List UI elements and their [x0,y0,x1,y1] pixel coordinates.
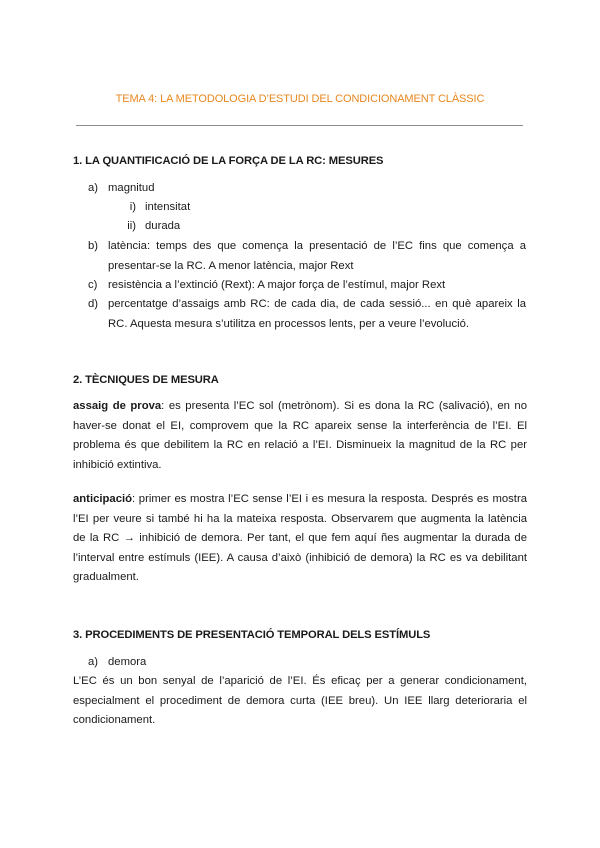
term-anticipacio: anticipació [73,493,133,505]
list-text: resistència a l’extinció (Rext): A major força de l’estímul, major Rext [108,279,446,291]
paragraph-text: : primer es mostra l’EC sense l’EI i es mesura la resposta. Després es mostra l’EI per veure si també hi ha la mateixa resposta. Observarem que augmenta la latència de la RC → inhibició de demora. Per tant, el que fem aquí ñes augmentar la durada de l’interval entre estímuls (IEE). A causa d’això (inhibició de demora) la RC es va debilitant gradualment. [73,493,527,584]
list-marker: d) [88,298,99,310]
list-text: intensitat [145,201,191,213]
list-text: percentatge d’assaigs amb RC: de cada dia, de cada sessió... en què apareix la RC. Aquesta mesura s’utilitza en processos lents, per a veure l’evolució. [108,298,526,330]
list-marker: b) [88,240,99,252]
list-text: latència: temps des que comença la presentació de l’EC fins que comença a presentar-se la RC. A menor latència, major Rext [108,240,526,272]
list-marker: a) [88,182,99,194]
paragraph-text: : es presenta l’EC sol (metrònom). Si es dona la RC (salivació), en no haver-se donat el EI, comprovem que la RC apareix sense la interferència de l’EI. El problema és que debilitem la RC en relació a l’EI. Disminueix la magnitud de la RC per inhibició extintiva. [73,400,527,471]
list-marker: ii) [127,220,136,232]
paragraph-anticipacio [73,490,527,588]
term-assaig-de-prova: assaig de prova [73,400,162,412]
paragraph-demora: L’EC és un bon senyal de l’aparició de l’EI. És eficaç per a generar condicionament, especialment el procediment de demora curta (IEE breu). Un IEE llarg deterioraria el condicionament. [73,675,527,727]
list-text: magnitud [108,182,155,194]
document-title: TEMA 4: LA METODOLOGIA D’ESTUDI DEL CONDICIONAMENT CLÀSSIC [115,93,485,105]
list-text: durada [145,220,181,232]
section-2-heading: 2. TÈCNIQUES DE MESURA [73,374,219,386]
paragraph-assaig-de-prova [73,397,527,475]
list-marker: i) [129,201,136,213]
section-3-heading: 3. PROCEDIMENTS DE PRESENTACIÓ TEMPORAL DELS ESTÍMULS [73,629,431,641]
list-marker: a) [88,656,99,668]
title-divider [76,125,523,126]
section-1-heading: 1. LA QUANTIFICACIÓ DE LA FORÇA DE LA RC: MESURES [73,155,384,167]
list-text: demora [108,656,147,668]
list-marker: c) [88,279,98,291]
